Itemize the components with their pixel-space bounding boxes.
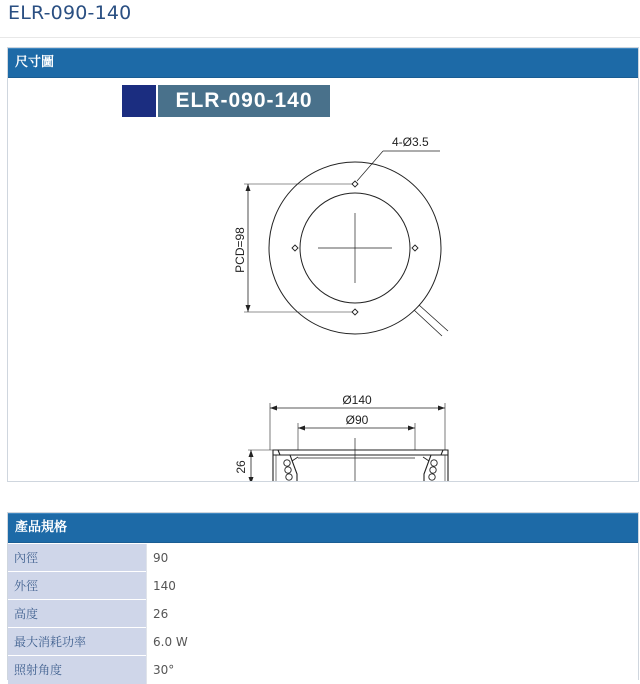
spec-label: 內徑 <box>8 544 147 572</box>
outer-diameter-label: Ø140 <box>342 393 372 407</box>
dimension-drawing-area <box>8 78 638 481</box>
pcd-label: PCD=98 <box>233 227 247 273</box>
spec-row <box>8 544 638 572</box>
hole-spec-label: 4-Ø3.5 <box>392 135 429 149</box>
spec-label: 最大消耗功率 <box>8 628 147 656</box>
side-left-leds <box>284 457 298 480</box>
spec-row <box>8 628 638 656</box>
spec-row <box>8 656 638 684</box>
spec-value: 90 <box>147 544 639 572</box>
height-label: 26 <box>234 460 248 474</box>
spec-row <box>8 600 638 628</box>
side-right-leds <box>423 457 437 480</box>
inner-diameter-label: Ø90 <box>345 413 369 427</box>
spec-panel-header: 產品規格 <box>8 513 638 543</box>
spec-table <box>8 543 638 684</box>
spec-label: 高度 <box>8 600 147 628</box>
side-top-plate <box>273 450 448 455</box>
dimensions-panel <box>7 47 639 482</box>
page-title: ELR-090-140 <box>8 2 132 24</box>
cable-line-b <box>414 310 442 336</box>
spec-value: 30° <box>147 656 639 684</box>
dimension-drawing <box>8 78 638 481</box>
spec-label: 外徑 <box>8 572 147 600</box>
spec-panel <box>7 512 639 680</box>
title-divider <box>0 37 640 38</box>
spec-value: 140 <box>147 572 639 600</box>
top-view <box>244 151 448 336</box>
spec-value: 26 <box>147 600 639 628</box>
hole-leader-line <box>357 151 383 181</box>
spec-row <box>8 572 638 600</box>
spec-label: 照射角度 <box>8 656 147 684</box>
cable-line-a <box>419 305 448 331</box>
badge-model-label: ELR-090-140 <box>158 85 330 117</box>
spec-value: 6.0 W <box>147 628 639 656</box>
dimensions-panel-header: 尺寸圖 <box>8 48 638 78</box>
